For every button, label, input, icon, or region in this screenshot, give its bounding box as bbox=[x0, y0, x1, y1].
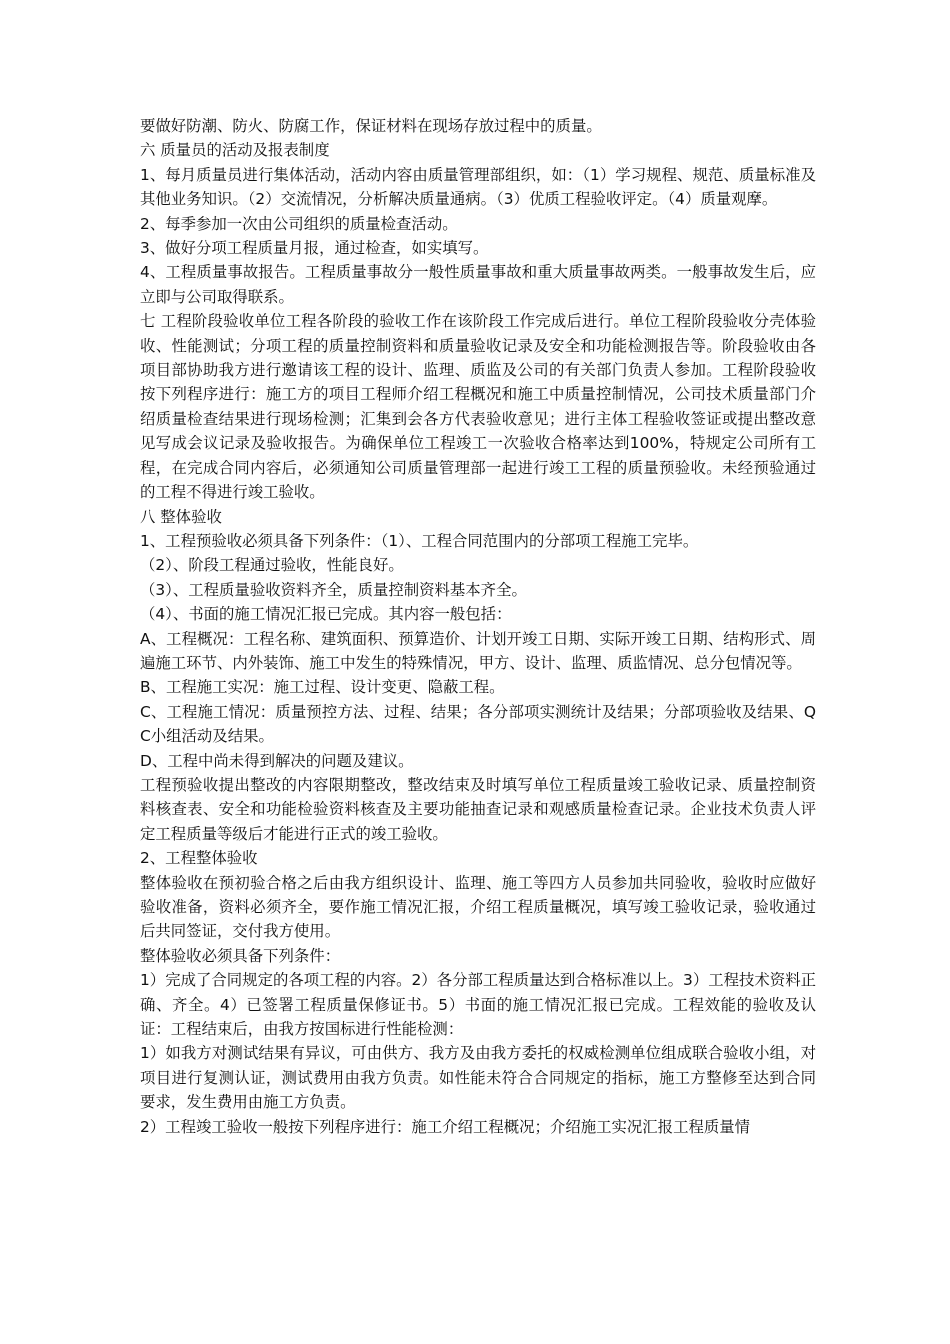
paragraph-overall-conditions-title: 整体验收必须具备下列条件： bbox=[140, 946, 341, 965]
paragraph-condition-2: （2）、阶段工程通过验收，性能良好。 bbox=[140, 556, 404, 575]
paragraph-quarterly-inspection: 2、每季参加一次由公司组织的质量检查活动。 bbox=[140, 214, 458, 233]
section-heading-6: 六 质量员的活动及报表制度 bbox=[140, 141, 330, 160]
paragraph-overall-acceptance: 整体验收在预初验合格之后由我方组织设计、监理、施工等四方人员参加共同验收，验收时应做好验收准备，资料必须齐全，要作施工情况汇报，介绍工程质量概况，填写竣工验收记录，验收通过后共同签证，交付我方使用。 bbox=[140, 873, 816, 941]
section-heading-8: 八 整体验收 bbox=[140, 507, 222, 526]
document-body bbox=[140, 114, 816, 1139]
paragraph-pre-acceptance-conditions: 1、工程预验收必须具备下列条件：（1）、工程合同范围内的分部项工程施工完毕。 bbox=[140, 531, 699, 550]
paragraph-item-d: D、工程中尚未得到解决的问题及建议。 bbox=[140, 751, 414, 770]
paragraph-condition-4: （4）、书面的施工情况汇报已完成。其内容一般包括： bbox=[140, 605, 512, 624]
paragraph-item-a: A、工程概况：工程名称、建筑面积、预算造价、计划开竣工日期、实际开竣工日期、结构形式、周遍施工环节、内外装饰、施工中发生的特殊情况，甲方、设计、监理、质监情况、总分包情况等。 bbox=[140, 629, 816, 672]
paragraph-monthly-report: 3、做好分项工程质量月报，通过检查，如实填写。 bbox=[140, 239, 489, 258]
paragraph-material-protection: 要做好防潮、防火、防腐工作，保证材料在现场存放过程中的质量。 bbox=[140, 117, 602, 135]
section-heading-7-stage-acceptance: 七 工程阶段验收单位工程各阶段的验收工作在该阶段工作完成后进行。单位工程阶段验收分壳体验收、性能测试；分项工程的质量控制资料和质量验收记录及安全和功能检测报告等。阶段验收由各项目部协助我方进行邀请该工程的设计、监理、质监及公司的有关部门负责人参加。工程阶段验收按下列程序进行：施工方的项目工程师介绍工程概况和施工中质量控制情况，公司技术质量部门介绍质量检查结果进行现场检测；汇集到会各方代表验收意见；进行主体工程验收签证或提出整改意见写成会议记录及验收报告。为确保单位工程竣工一次验收合格率达到100%，特规定公司所有工程，在完成合同内容后，必须通知公司质量管理部一起进行竣工工程的质量预验收。未经预验通过的工程不得进行竣工验收。 bbox=[140, 312, 816, 502]
paragraph-rectification: 工程预验收提出整改的内容限期整改，整改结束及时填写单位工程质量竣工验收记录、质量控制资料核查表、安全和功能检验资料核查及主要功能抽查记录和观感质量检查记录。企业技术负责人评定工程质量等级后才能进行正式的竣工验收。 bbox=[140, 775, 816, 843]
paragraph-retest: 1）如我方对测试结果有异议，可由供方、我方及由我方委托的权威检测单位组成联合验收小组，对项目进行复测认证，测试费用由我方负责。如性能未符合合同规定的指标，施工方整修至达到合同要求，发生费用由施工方负责。 bbox=[140, 1044, 816, 1112]
paragraph-condition-3: （3）、工程质量验收资料齐全，质量控制资料基本齐全。 bbox=[140, 580, 527, 599]
paragraph-item-c: C、工程施工情况：质量预控方法、过程、结果；各分部项实测统计及结果；分部项验收及结果、QC小组活动及结果。 bbox=[140, 702, 816, 746]
subheading-overall-acceptance: 2、工程整体验收 bbox=[140, 849, 258, 868]
paragraph-item-b: B、工程施工实况：施工过程、设计变更、隐蔽工程。 bbox=[140, 678, 505, 697]
paragraph-overall-conditions: 1）完成了合同规定的各项工程的内容。2）各分部工程质量达到合格标准以上。3）工程技术资料正确、齐全。4）已签署工程质量保修证书。5）书面的施工情况汇报已完成。工程效能的验收及认证：工程结束后，由我方按国标进行性能检测： bbox=[140, 971, 816, 1039]
paragraph-monthly-activity: 1、每月质量员进行集体活动，活动内容由质量管理部组织，如：（1）学习规程、规范、质量标准及其他业务知识。（2）交流情况，分析解决质量通病。（3）优质工程验收评定。（4）质量观摩。 bbox=[140, 165, 816, 209]
paragraph-completion-procedure: 2）工程竣工验收一般按下列程序进行：施工介绍工程概况；介绍施工实况汇报工程质量情 bbox=[140, 1117, 751, 1136]
paragraph-accident-report: 4、工程质量事故报告。工程质量事故分一般性质量事故和重大质量事故两类。一般事故发生后，应立即与公司取得联系。 bbox=[140, 263, 816, 306]
